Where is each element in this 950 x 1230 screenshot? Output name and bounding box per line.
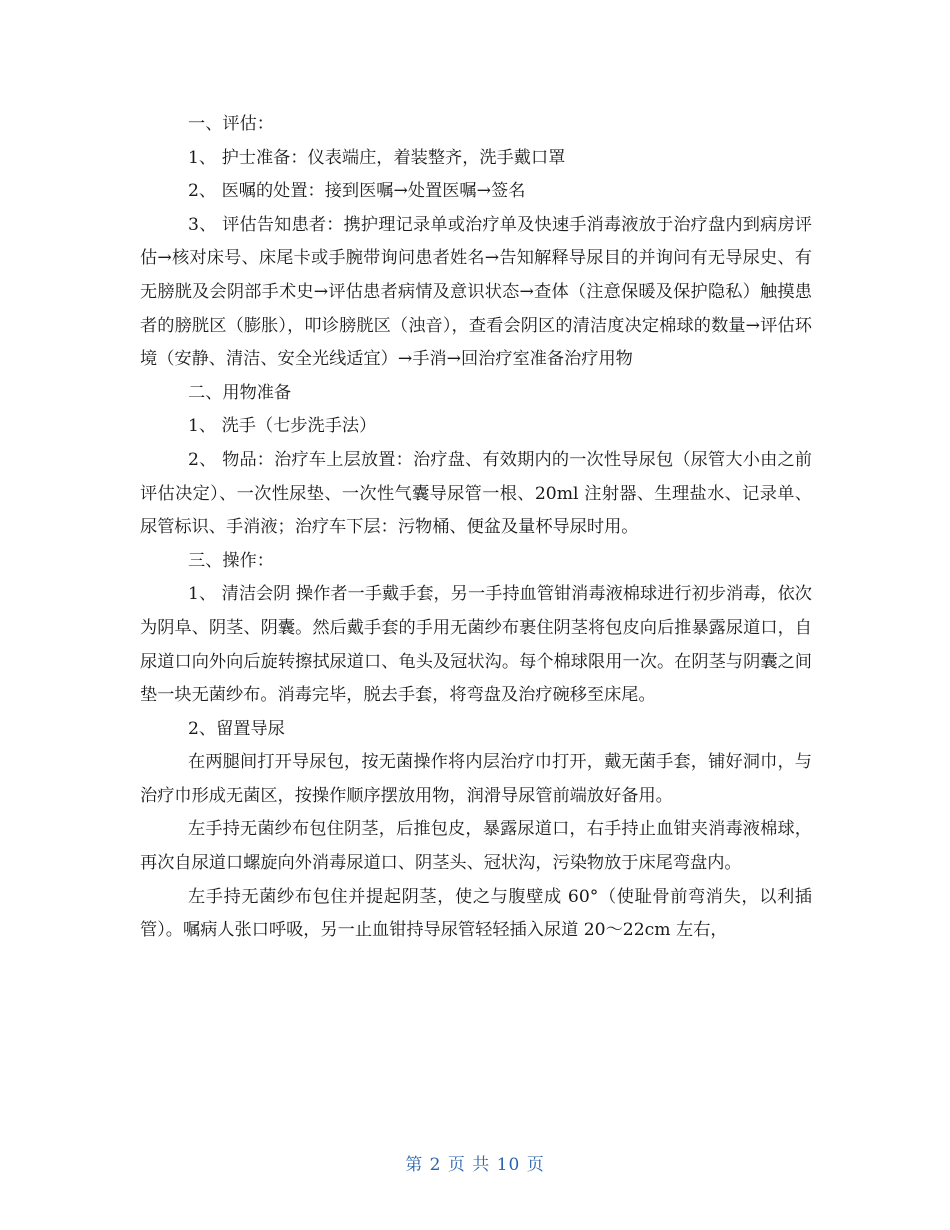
paragraph: 2、 物品：治疗车上层放置：治疗盘、有效期内的一次性导尿包（尿管大小由之前评估决定）、一次性尿垫、一次性气囊导尿管一根、20ml 注射器、生理盐水、记录单、尿管标识、手消液；治疗车下层：污物桶、便盆及量杯导尿时用。 [140, 449, 812, 538]
document-body [140, 108, 812, 948]
paragraph: 在两腿间打开导尿包，按无菌操作将内层治疗巾打开，戴无菌手套，铺好洞巾，与治疗巾形成无菌区，按操作顺序摆放用物，润滑导尿管前端放好备用。 [140, 752, 812, 806]
page-number-footer: 第 2 页 共 10 页 [405, 1155, 545, 1175]
section-heading-supplies: 二、用物准备 [188, 382, 292, 403]
section-heading-assessment: 一、评估： [188, 114, 274, 134]
subsection-heading: 2、留置导尿 [188, 718, 285, 739]
paragraph: 1、 护士准备：仪表端庄，着装整齐，洗手戴口罩 [188, 147, 566, 168]
paragraph: 3、 评估告知患者：携护理记录单或治疗单及快速手消毒液放于治疗盘内到病房评估→核对床号、床尾卡或手腕带询问患者姓名→告知解释导尿目的并询问有无导尿史、有无膀胱及会阴部手术史→评估患者病情及意识状态→查体（注意保暖及保护隐私）触摸患者的膀胱区（膨胀），叩诊膀胱区（浊音），查看会阴区的清洁度决定棉球的数量→评估环境（安静、清洁、安全光线适宜）→手消→回治疗室准备治疗用物 [140, 214, 812, 370]
paragraph: 1、 洗手（七步洗手法） [188, 416, 377, 437]
paragraph: 1、 清洁会阴 操作者一手戴手套，另一手持血管钳消毒液棉球进行初步消毒，依次为阴阜、阴茎、阴囊。然后戴手套的手用无菌纱布裹住阴茎将包皮向后推暴露尿道口，自尿道口向外向后旋转擦拭尿道口、龟头及冠状沟。每个棉球限用一次。在阴茎与阴囊之间垫一块无菌纱布。消毒完毕，脱去手套，将弯盘及治疗碗移至床尾。 [140, 584, 812, 706]
section-heading-operation: 三、操作： [188, 550, 274, 571]
paragraph: 左手持无菌纱布包住并提起阴茎，使之与腹壁成 60°（使耻骨前弯消失，以利插管）。嘱病人张口呼吸，另一止血钳持导尿管轻轻插入尿道 20～22cm 左右， [140, 886, 812, 941]
paragraph: 2、 医嘱的处置：接到医嘱→处置医嘱→签名 [188, 181, 526, 202]
paragraph: 左手持无菌纱布包住阴茎，后推包皮，暴露尿道口，右手持止血钳夹消毒液棉球，再次自尿道口螺旋向外消毒尿道口、阴茎头、冠状沟，污染物放于床尾弯盘内。 [140, 819, 812, 874]
